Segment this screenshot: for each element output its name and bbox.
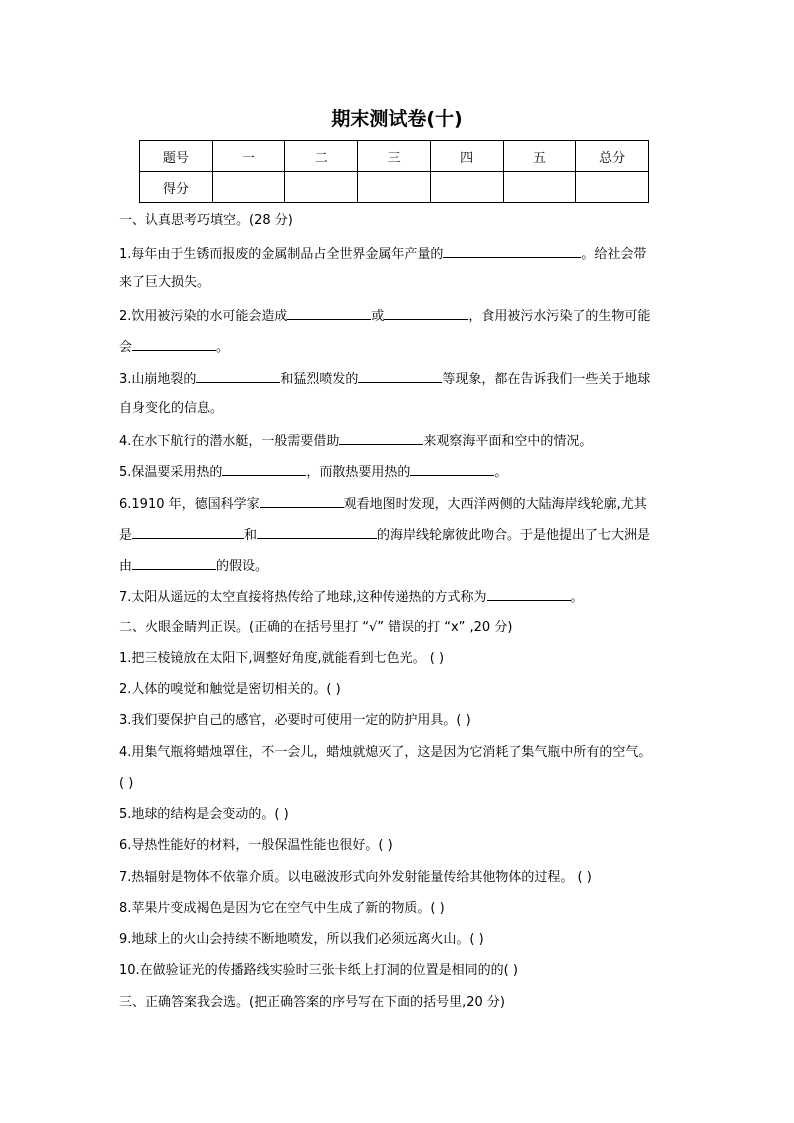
answer-blank[interactable] [196,369,280,383]
question-4: 4.在水下航行的潜水艇，一般需要借助 来观察海平面和空中的情况。 [119,431,679,451]
question-1-line2: 来了巨大损失。 [119,275,211,290]
header-cell: 题号 [140,141,213,172]
judge-item-1: 1.把三棱镜放在太阳下,调整好角度,就能看到七色光。 ( ) [119,651,445,666]
answer-blank[interactable] [443,244,581,258]
judge-item-10: 10.在做验证光的传播路线实验时三张卡纸上打洞的位置是相同的的( ) [119,963,518,978]
section1-heading: 一、认真思考巧填空。(28 分) [119,213,293,228]
judge-item-4: 4.用集气瓶将蜡烛罩住，不一会儿，蜡烛就熄灭了，这是因为它消耗了集气瓶中所有的空气。 [119,745,652,760]
judge-item-9: 9.地球上的火山会持续不断地喷发，所以我们必须远离火山。( ) [119,932,484,947]
header-cell: 二 [285,141,358,172]
answer-blank[interactable] [260,494,344,508]
score-cell[interactable] [430,172,503,203]
section3-heading: 三、正确答案我会选。(把正确答案的序号写在下面的括号里,20 分) [119,995,505,1010]
answer-blank[interactable] [132,337,216,351]
question-1-line1: 1.每年由于生锈而报废的金属制品占全世界金属年产量的 。给社会带 [119,244,679,264]
score-cell[interactable] [503,172,576,203]
judge-item-4-bracket: ( ) [119,776,134,791]
judge-item-5: 5.地球的结构是会变动的。( ) [119,807,289,822]
judge-item-6: 6.导热性能好的材料，一般保温性能也很好。( ) [119,838,393,853]
page-title: 期末测试卷(十) [331,108,463,130]
header-cell: 三 [358,141,431,172]
judge-item-7: 7.热辐射是物体不依靠介质。以电磁波形式向外发射能量传给其他物体的过程。 ( ) [119,870,592,885]
question-2-line1: 2.饮用被污染的水可能会造成 或 ，食用被污水污染了的生物可能 [119,306,679,326]
answer-blank[interactable] [358,369,442,383]
score-table-header-row [140,141,649,172]
answer-blank[interactable] [287,306,371,320]
score-table [139,140,649,203]
score-row-label: 得分 [140,172,213,203]
header-cell: 总分 [576,141,649,172]
question-2-line2: 会 。 [119,337,679,357]
question-6-line1: 6.1910 年，德国科学家 观看地图时发现，大西洋两侧的大陆海岸线轮廓,尤其 [119,494,679,514]
header-cell: 四 [430,141,503,172]
question-3-line1: 3.山崩地裂的 和猛烈喷发的 等现象，都在告诉我们一些关于地球 [119,369,679,389]
answer-blank[interactable] [410,462,494,476]
judge-item-8: 8.苹果片变成褐色是因为它在空气中生成了新的物质。( ) [119,901,445,916]
header-cell: 一 [212,141,285,172]
score-cell[interactable] [285,172,358,203]
score-cell[interactable] [358,172,431,203]
answer-blank[interactable] [339,431,423,445]
question-3-line2: 自身变化的信息。 [119,401,224,416]
answer-blank[interactable] [257,525,377,539]
question-6-line3: 由 的假设。 [119,556,679,576]
question-5: 5.保温要采用热的 ，而散热要用热的 。 [119,462,679,482]
answer-blank[interactable] [132,556,216,570]
answer-blank[interactable] [132,525,244,539]
judge-item-2: 2.人体的嗅觉和触觉是密切相关的。( ) [119,682,341,697]
judge-item-3: 3.我们要保护自己的感官，必要时可使用一定的防护用具。( ) [119,713,471,728]
question-6-line2: 是 和 的海岸线轮廓彼此吻合。于是他提出了七大洲是 [119,525,679,545]
header-cell: 五 [503,141,576,172]
answer-blank[interactable] [487,587,571,601]
question-7: 7.太阳从遥远的太空直接将热传给了地球,这种传递热的方式称为 。 [119,587,679,607]
answer-blank[interactable] [384,306,468,320]
score-cell[interactable] [576,172,649,203]
score-cell[interactable] [212,172,285,203]
answer-blank[interactable] [222,462,306,476]
section2-heading: 二、火眼金睛判正误。(正确的在括号里打 “√” 错误的打 “x” ,20 分) [119,620,513,635]
score-table-score-row [140,172,649,203]
